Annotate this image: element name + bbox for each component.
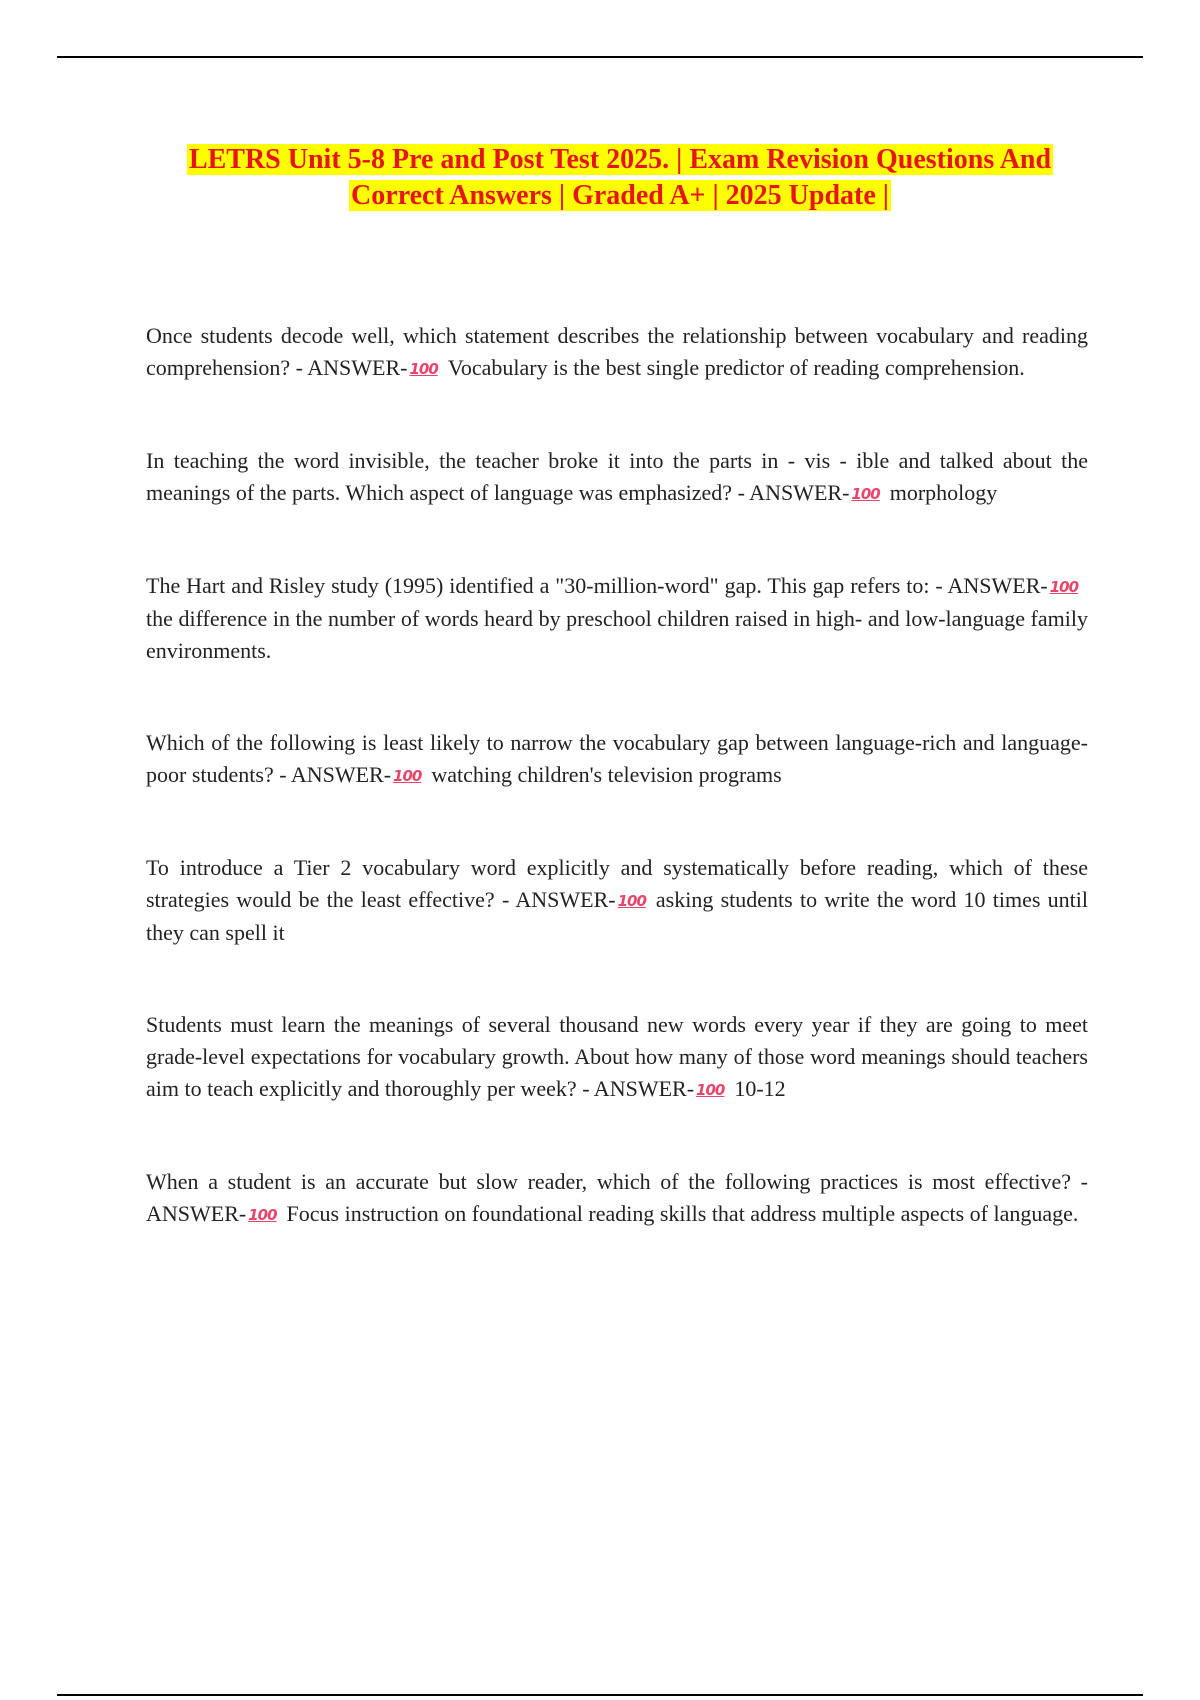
bottom-rule	[57, 1694, 1143, 1696]
hundred-points-icon: 100	[248, 1206, 277, 1224]
question-text: Students must learn the meanings of several thousand new words every year if they are going to meet grade-level expectations for vocabulary growth. About how many of those word meanings should teachers aim to teach explicitly and thoroughly per week?	[146, 1012, 1088, 1101]
answer-marker: - ANSWER-	[582, 1076, 695, 1101]
answer-text: the difference in the number of words heard by preschool children raised in high- and low-language family environments.	[146, 606, 1088, 663]
answer-marker: - ANSWER-	[737, 480, 850, 505]
qa-item	[146, 320, 1088, 385]
hundred-points-icon: 100	[1049, 578, 1079, 596]
answer-text: morphology	[889, 480, 998, 505]
qa-list	[146, 320, 1088, 1231]
answer-marker: - ANSWER-	[279, 762, 392, 787]
qa-item	[146, 1009, 1088, 1106]
qa-item	[146, 570, 1088, 667]
question-text: Once students decode well, which statement describes the relationship between vocabulary and reading comprehension?	[146, 323, 1088, 380]
hundred-points-icon: 100	[851, 485, 880, 503]
hundred-points-icon: 100	[617, 892, 646, 910]
question-text: Which of the following is least likely to narrow the vocabulary gap between language-rich and language-poor students?	[146, 730, 1088, 787]
hundred-points-icon: 100	[393, 767, 422, 785]
answer-marker: - ANSWER-	[146, 1169, 1088, 1226]
answer-marker: - ANSWER-	[295, 355, 408, 380]
question-text: When a student is an accurate but slow reader, which of the following practices is most effective?	[146, 1169, 1071, 1194]
answer-text: watching children's television programs	[431, 762, 782, 787]
qa-item	[146, 852, 1088, 949]
qa-item	[146, 1166, 1088, 1231]
top-rule	[57, 56, 1143, 58]
title-line-2: Correct Answers | Graded A+ | 2025 Update |	[351, 180, 889, 211]
hundred-points-icon: 100	[696, 1081, 725, 1099]
answer-text: Focus instruction on foundational reading skills that address multiple aspects of language.	[286, 1201, 1079, 1226]
answer-text: Vocabulary is the best single predictor of reading comprehension.	[447, 355, 1025, 380]
question-text: To introduce a Tier 2 vocabulary word explicitly and systematically before reading, which of these strategies would be the least effective?	[146, 855, 1088, 912]
title-line-1: LETRS Unit 5-8 Pre and Post Test 2025. | Exam Revision Questions And	[188, 144, 1052, 175]
qa-item	[146, 445, 1088, 510]
question-text: The Hart and Risley study (1995) identified a "30-million-word" gap. This gap refers to:	[146, 573, 930, 598]
answer-marker: - ANSWER-	[935, 573, 1048, 598]
qa-item	[146, 727, 1088, 792]
question-text: In teaching the word invisible, the teacher broke it into the parts in - vis - ible and talked about the meanings of the parts. Which aspect of language was emphasized?	[146, 448, 1088, 505]
answer-text: asking students to write the word 10 times until they can spell it	[146, 887, 1089, 945]
answer-text: 10-12	[734, 1076, 786, 1101]
answer-marker: - ANSWER-	[501, 887, 616, 912]
hundred-points-icon: 100	[409, 360, 438, 378]
document-title	[130, 142, 1110, 214]
